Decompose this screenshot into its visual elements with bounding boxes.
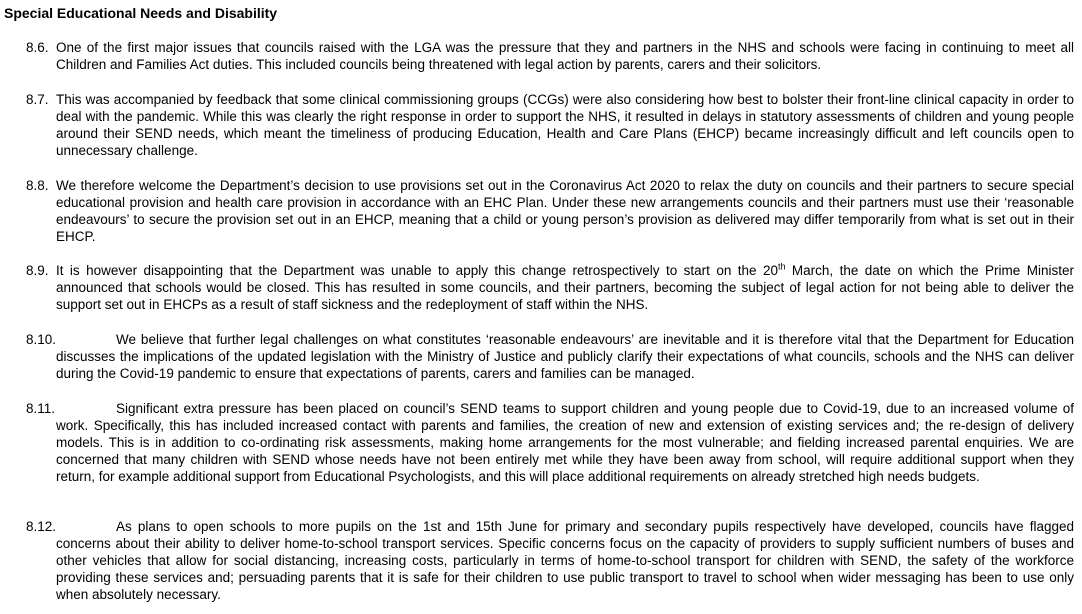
paragraph-number: 8.7. [26, 92, 49, 107]
paragraph-text: As plans to open schools to more pupils on the 1st and 15th June for primary and secondary pupils respectively have developed, councils have flagged concerns about their ability to deliver home-to-school transport services. Specific concerns focus on the capacity of providers to supply sufficient numbers of buses and other vehicles that allow for social distancing, increasing costs, particularly in terms of home-to-school transport for children with SEND, the safety of the workforce providing these services and; persuading parents that it is safe for their children to use public transport to travel to school when wider messaging has been to use only when absolutely necessary. [56, 519, 1074, 602]
paragraph-8-12 [26, 518, 1074, 603]
paragraph-text: It is however disappointing that the Department was unable to apply this change retrospectively to start on the 20 [56, 263, 778, 278]
paragraph-text: We therefore welcome the Department’s decision to use provisions set out in the Coronavirus Act 2020 to relax the duty on councils and their partners to secure special educational provision and health care provision in accordance with an EHC Plan. Under these new arrangements councils and their partners must use their ‘reasonable endeavours’ to secure the provision set out in an EHCP, meaning that a child or young person’s provision as delivered may differ temporarily from what is set out in their EHCP. [56, 178, 1074, 244]
paragraph-number: 8.8. [26, 178, 49, 193]
paragraph-number: 8.12. [26, 519, 57, 534]
paragraph-number: 8.6. [26, 40, 49, 55]
paragraph-text: Significant extra pressure has been placed on council’s SEND teams to support children and young people due to Covid-19, due to an increased volume of work. Specifically, this has included increased contact with parents and families, the creation of new and extension of existing services and; the re-design of delivery models. This is in addition to co-ordinating risk assessments, making home arrangements for the most vulnerable; and fielding increased parental enquiries. We are concerned that many children with SEND whose needs have not been entirely met while they have been away from school, will require additional support when they return, for example additional support from Educational Psychologists, and this will place additional requirements on already stretched high needs budgets. [56, 401, 1074, 484]
superscript-ordinal: th [777, 261, 786, 272]
paragraph-8-10 [26, 331, 1074, 382]
paragraph-8-8 [26, 177, 1074, 245]
paragraph-8-11 [26, 400, 1074, 485]
paragraph-text-continued: March, the date on which the Prime Minister announced that schools would be closed. This has resulted in some councils, and their partners, becoming the subject of legal action for not being able to deliver the support set out in EHCPs as a result of staff sickness and the redeployment of staff within the NHS. [56, 263, 1074, 312]
paragraph-text: We believe that further legal challenges on what constitutes ‘reasonable endeavours’ are inevitable and it is therefore vital that the Department for Education discusses the implications of the updated legislation with the Ministry of Justice and publicly clarify their expectations of what councils, schools and the NHS can deliver during the Covid-19 pandemic to ensure that expectations of parents, carers and families can be managed. [56, 332, 1074, 381]
paragraph-number: 8.11. [26, 401, 56, 416]
paragraph-8-6 [26, 39, 1074, 73]
paragraph-8-9 [26, 262, 1074, 313]
paragraph-number: 8.9. [26, 263, 49, 278]
paragraph-text: One of the first major issues that councils raised with the LGA was the pressure that they and partners in the NHS and schools were facing in continuing to meet all Children and Families Act duties. This included councils being threatened with legal action by parents, carers and their solicitors. [56, 40, 1074, 72]
paragraph-8-7 [26, 91, 1074, 159]
section-heading: Special Educational Needs and Disability [4, 5, 278, 21]
paragraph-text: This was accompanied by feedback that some clinical commissioning groups (CCGs) were also considering how best to bolster their front-line clinical capacity in order to deal with the pandemic. While this was clearly the right response in order to support the NHS, it resulted in delays in statutory assessments of children and young people around their SEND needs, which meant the timeliness of producing Education, Health and Care Plans (EHCP) became increasingly difficult and left councils open to unnecessary challenge. [56, 92, 1074, 158]
paragraph-number: 8.10. [26, 332, 57, 347]
